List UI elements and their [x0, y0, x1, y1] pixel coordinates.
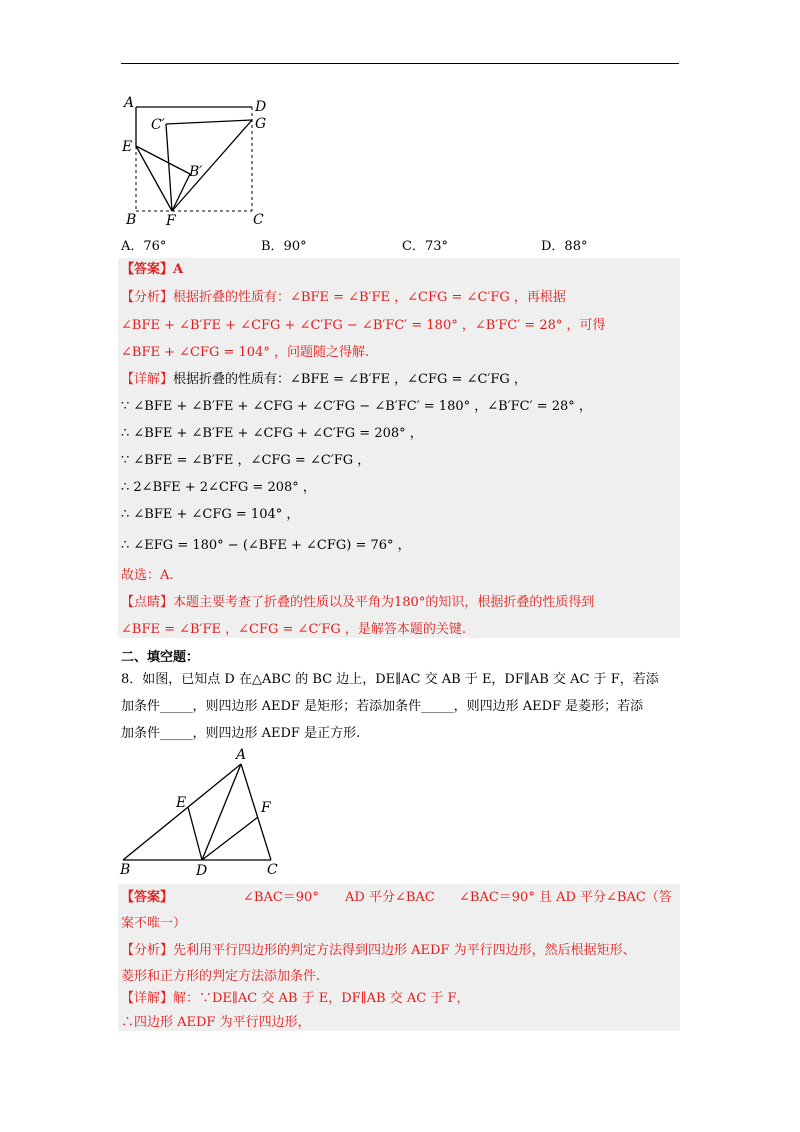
- choice-a: A．76°: [121, 239, 167, 254]
- q8-stem-line: 8．如图，已知点 D 在△ABC 的 BC 边上，DE∥AC 交 AB 于 E，DF∥AB 交 AC 于 F，若添: [121, 672, 659, 687]
- q7-detail-line: ∵ ∠BFE + ∠B′FE + ∠CFG + ∠C′FG − ∠B′FC′ = 180° ，∠B′FC′ = 28° ，: [121, 399, 592, 414]
- fig2-label-c: C: [267, 862, 278, 878]
- choice-b: B．90°: [261, 239, 307, 254]
- q8-answer-value: ∠BAC＝90°: [243, 890, 319, 905]
- fig1-label-c-prime: C′: [151, 117, 165, 133]
- fig2-label-b: B: [120, 862, 131, 878]
- q8-analysis-line: 【分析】先利用平行四边形的判定方法得到四边形 AEDF 为平行四边形，然后根据矩形、: [121, 943, 636, 958]
- q7-detail-first-text: 根据折叠的性质有：∠BFE = ∠B′FE ，∠CFG = ∠C′FG ，: [173, 372, 527, 387]
- q7-answer: 【答案】A: [121, 262, 184, 277]
- fig1-label-a: A: [124, 95, 135, 111]
- fig1-label-d: D: [255, 99, 267, 115]
- q8-stem-line: 加条件_____，则四边形 AEDF 是正方形.: [121, 726, 361, 741]
- fig1-label-b: B: [126, 212, 137, 228]
- q7-analysis-line: ∠BFE + ∠CFG = 104° ，问题随之得解.: [121, 345, 370, 360]
- q7-analysis-line: ∠BFE + ∠B′FE + ∠CFG + ∠C′FG − ∠B′FC′ = 180° ，∠B′FC′ = 28° ，可得: [121, 318, 606, 333]
- choice-d: D．88°: [541, 239, 588, 254]
- answer-choices: [121, 235, 681, 255]
- q7-detail-line: ∵ ∠BFE = ∠B′FE ，∠CFG = ∠C′FG ，: [121, 453, 371, 468]
- q8-answer-value: ∠BAC＝90° 且 AD 平分∠BAC（答: [459, 890, 672, 905]
- fig1-label-e: E: [122, 139, 133, 155]
- fig2-label-a: A: [236, 747, 247, 763]
- fig1-label-c: C: [253, 212, 264, 228]
- fig1-label-g: G: [255, 116, 267, 132]
- q7-detail-line: ∴ ∠EFG = 180° − (∠BFE + ∠CFG) = 76° ，: [121, 538, 411, 553]
- q8-answer-cont: 案不唯一）: [121, 916, 187, 931]
- q8-detail-line: ∴四边形 AEDF 为平行四边形，: [121, 1015, 311, 1030]
- q7-detail-line: ∴ ∠BFE + ∠CFG = 104° ，: [121, 507, 300, 522]
- fig1-label-b-prime: B′: [189, 164, 203, 180]
- q7-analysis-line: 【分析】根据折叠的性质有：∠BFE = ∠B′FE ，∠CFG = ∠C′FG ，再根据: [121, 290, 566, 305]
- choice-c: C．73°: [402, 239, 448, 254]
- q7-detail-label: 【详解】: [121, 372, 174, 387]
- q7-detail-line: ∴ ∠BFE + ∠B′FE + ∠CFG + ∠C′FG = 208° ，: [121, 426, 423, 441]
- q8-stem-line: 加条件_____，则四边形 AEDF 是矩形；若添加条件_____，则四边形 AEDF 是菱形；若添: [121, 699, 644, 714]
- folding-figure: [118, 94, 278, 229]
- fig2-label-f: F: [261, 800, 271, 816]
- header-rule: [121, 63, 679, 64]
- q7-choose: 故选：A.: [121, 568, 174, 583]
- q8-analysis-line: 菱形和正方形的判定方法添加条件.: [121, 969, 321, 984]
- q7-detail-first: [121, 370, 527, 390]
- fig1-label-f: F: [166, 213, 176, 229]
- fig2-label-d: D: [196, 863, 208, 879]
- q8-answer-label: 【答案】: [121, 890, 174, 905]
- q7-comment-line: 【点睛】本题主要考查了折叠的性质以及平角为180°的知识，根据折叠的性质得到: [121, 595, 595, 610]
- q7-detail-line: ∴ 2∠BFE + 2∠CFG = 208° ，: [121, 480, 316, 495]
- q7-solution-box: [118, 258, 680, 638]
- fig2-label-e: E: [176, 795, 187, 811]
- triangle-figure: [118, 745, 288, 880]
- q8-answer-value: AD 平分∠BAC: [345, 890, 435, 905]
- q7-comment-line: ∠BFE = ∠B′FE ，∠CFG = ∠C′FG ，是解答本题的关键.: [121, 622, 467, 637]
- section-heading: 二、填空题：: [121, 650, 200, 665]
- q8-detail-line: 【详解】解：∵DE∥AC 交 AB 于 E，DF∥AB 交 AC 于 F，: [121, 991, 470, 1006]
